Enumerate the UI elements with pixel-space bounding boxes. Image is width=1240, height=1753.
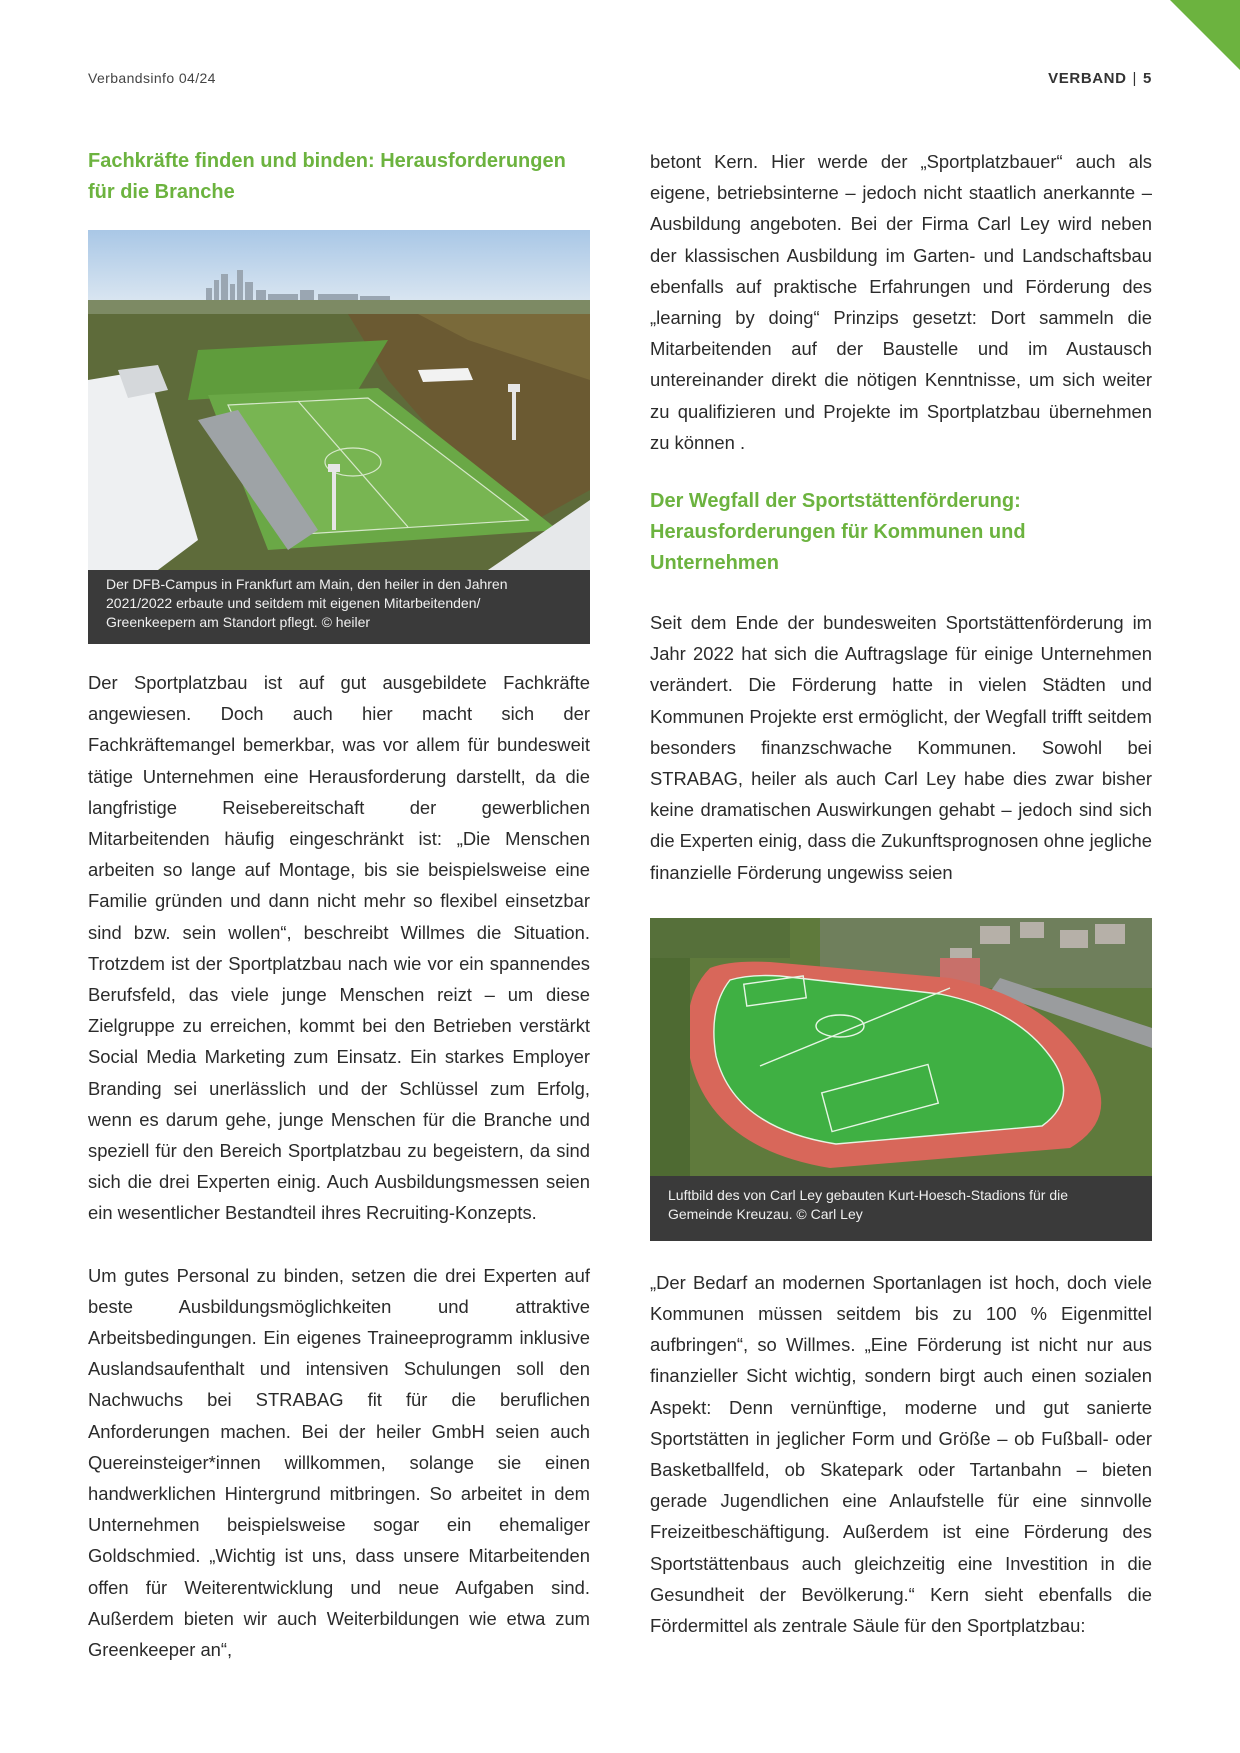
photo-kurt-hoesch-stadion <box>650 918 1152 1176</box>
paragraph-training: betont Kern. Hier werde der „Sportplatzbauer“ auch als eigene, betriebsinterne – jedoch nicht staatlich anerkannte – Ausbildung angeboten. Bei der Firma Carl Ley wird neben der klassischen Ausbildung im Garten- und Landschaftsbau ebenfalls auf praktische Erfahrungen und Förderung des „learning by doing“ Prinzips gesetzt: Dort sammeln die Mitarbeitenden auf der Baustelle und im Austausch untereinander direkt die nötigen Kenntnisse, um sich weiter zu qualifizieren und Projekte im Sportplatzbau übernehmen zu können . <box>650 151 1152 453</box>
figure-caption-kurt-hoesch-stadion: Luftbild des von Carl Ley gebauten Kurt-Hoesch-Stadions für die Gemeinde Kreuzau. © Carl Ley <box>650 1172 1152 1241</box>
page-number: 5 <box>1143 70 1152 87</box>
right-column <box>650 146 1152 1641</box>
paragraph-demand: „Der Bedarf an modernen Sportanlagen ist hoch, doch viele Kommunen müssen seitdem bis zu 100 % Eigenmittel aufbringen“, so Willmes. „Eine Förderung ist nicht nur aus finanzieller Sicht wichtig, sondern birgt auch einen sozialen Aspekt: Denn vernünftige, moderne und gut sanierte Sportstätten in jeglicher Form und Größe – ob Fußball- oder Basketballfeld, ob Skatepark oder Tartanbahn – bieten gerade Jugendlichen eine Anlaufstelle für eine sinnvolle Freizeitbeschäftigung. Außerdem ist eine Förderung des Sportstättenbaus auch gleichzeitig eine Investition in die Gesundheit der Bevölkerung.“ Kern sieht ebenfalls die Fördermittel als zentrale Säule für den Sportplatzbau: <box>650 1271 1152 1637</box>
photo-dfb-campus <box>88 230 590 570</box>
section-heading-funding: Der Wegfall der Sportstättenförderung: Herausforderungen für Kommunen und Unternehmen <box>650 490 1026 575</box>
issue-label: Verbandsinfo 04/24 <box>88 70 216 86</box>
section-heading-skilled-workers: Fachkräfte finden und binden: Herausforderungen für die Branche <box>88 150 566 203</box>
section-label: VERBAND <box>1048 70 1127 87</box>
left-column <box>88 146 590 1665</box>
page-header-section <box>1048 70 1152 87</box>
paragraph-funding: Seit dem Ende der bundesweiten Sportstättenförderung im Jahr 2022 hat sich die Auftragslage für einige Unternehmen verändert. Die Förderung hatte in vielen Städten und Kommunen Projekte erst ermöglicht, der Wegfall trifft seitdem besonders finanzschwache Kommunen. Sowohl bei STRABAG, heiler als auch Carl Ley habe dies zwar bisher keine dramatischen Auswirkungen gehabt – jedoch sind sich die Experten einig, dass die Zukunftsprognosen ohne jegliche finanzielle Förderung ungewiss seien <box>650 612 1152 883</box>
paragraph-skilled-workers: Der Sportplatzbau ist auf gut ausgebildete Fachkräfte angewiesen. Doch auch hier macht sich der Fachkräftemangel bemerkbar, was vor allem für bundesweit tätige Unternehmen eine Herausforderung darstellt, da die langfristige Reisebereitschaft der gewerblichen Mitarbeitenden häufig eingeschränkt ist: „Die Menschen arbeiten so lange auf Montage, bis sie beispielsweise eine Familie gründen und dann nicht mehr so flexibel einsetzbar sind bzw. sein wollen“, beschreibt Willmes die Situation. Trotzdem ist der Sportplatzbau nach wie vor ein spannendes Berufsfeld, das viele junge Menschen reizt – um diese Zielgruppe zu erreichen, kommt bei den Betrieben verstärkt Social Media Marketing zum Einsatz. Ein starkes Employer Branding sei unerlässlich und der Schlüssel zum Erfolg, wenn es darum gehe, junge Menschen für die Branche und speziell für den Bereich Sportplatzbau zu begeistern, da sind sich die drei Experten einig. Auch Ausbildungsmessen seien ein wesentlicher Bestandteil ihres Recruiting-Konzepts. <box>88 672 590 1224</box>
figure-kurt-hoesch-stadion <box>650 918 1152 1241</box>
corner-accent <box>1170 0 1240 70</box>
paragraph-retention: Um gutes Personal zu binden, setzen die drei Experten auf beste Ausbildungsmöglichkeiten und attraktive Arbeitsbedingungen. Ein eigenes Traineeprogramm inklusive Auslandsaufenthalt und intensiven Schulungen soll den Nachwuchs bei STRABAG fit für die beruflichen Anforderungen machen. Bei der heiler GmbH seien auch Quereinsteiger*innen willkommen, solange sie einen handwerklichen Hintergrund mitbringen. So arbeitet in dem Unternehmen beispielsweise sogar ein ehemaliger Goldschmied. „Wichtig ist uns, dass unsere Mitarbeitenden offen für Weiterentwicklung und neue Aufgaben sind. Außerdem bieten wir auch Weiterbildungen wie etwa zum Greenkeeper an“, <box>88 1264 590 1661</box>
figure-caption-dfb-campus: Der DFB-Campus in Frankfurt am Main, den heiler in den Jahren 2021/2022 erbaute und seitdem mit eigenen Mitarbeitenden/ Greenkeepern am Standort pflegt. © heiler <box>88 566 590 644</box>
figure-dfb-campus <box>88 230 590 644</box>
header-separator: | <box>1132 70 1138 87</box>
